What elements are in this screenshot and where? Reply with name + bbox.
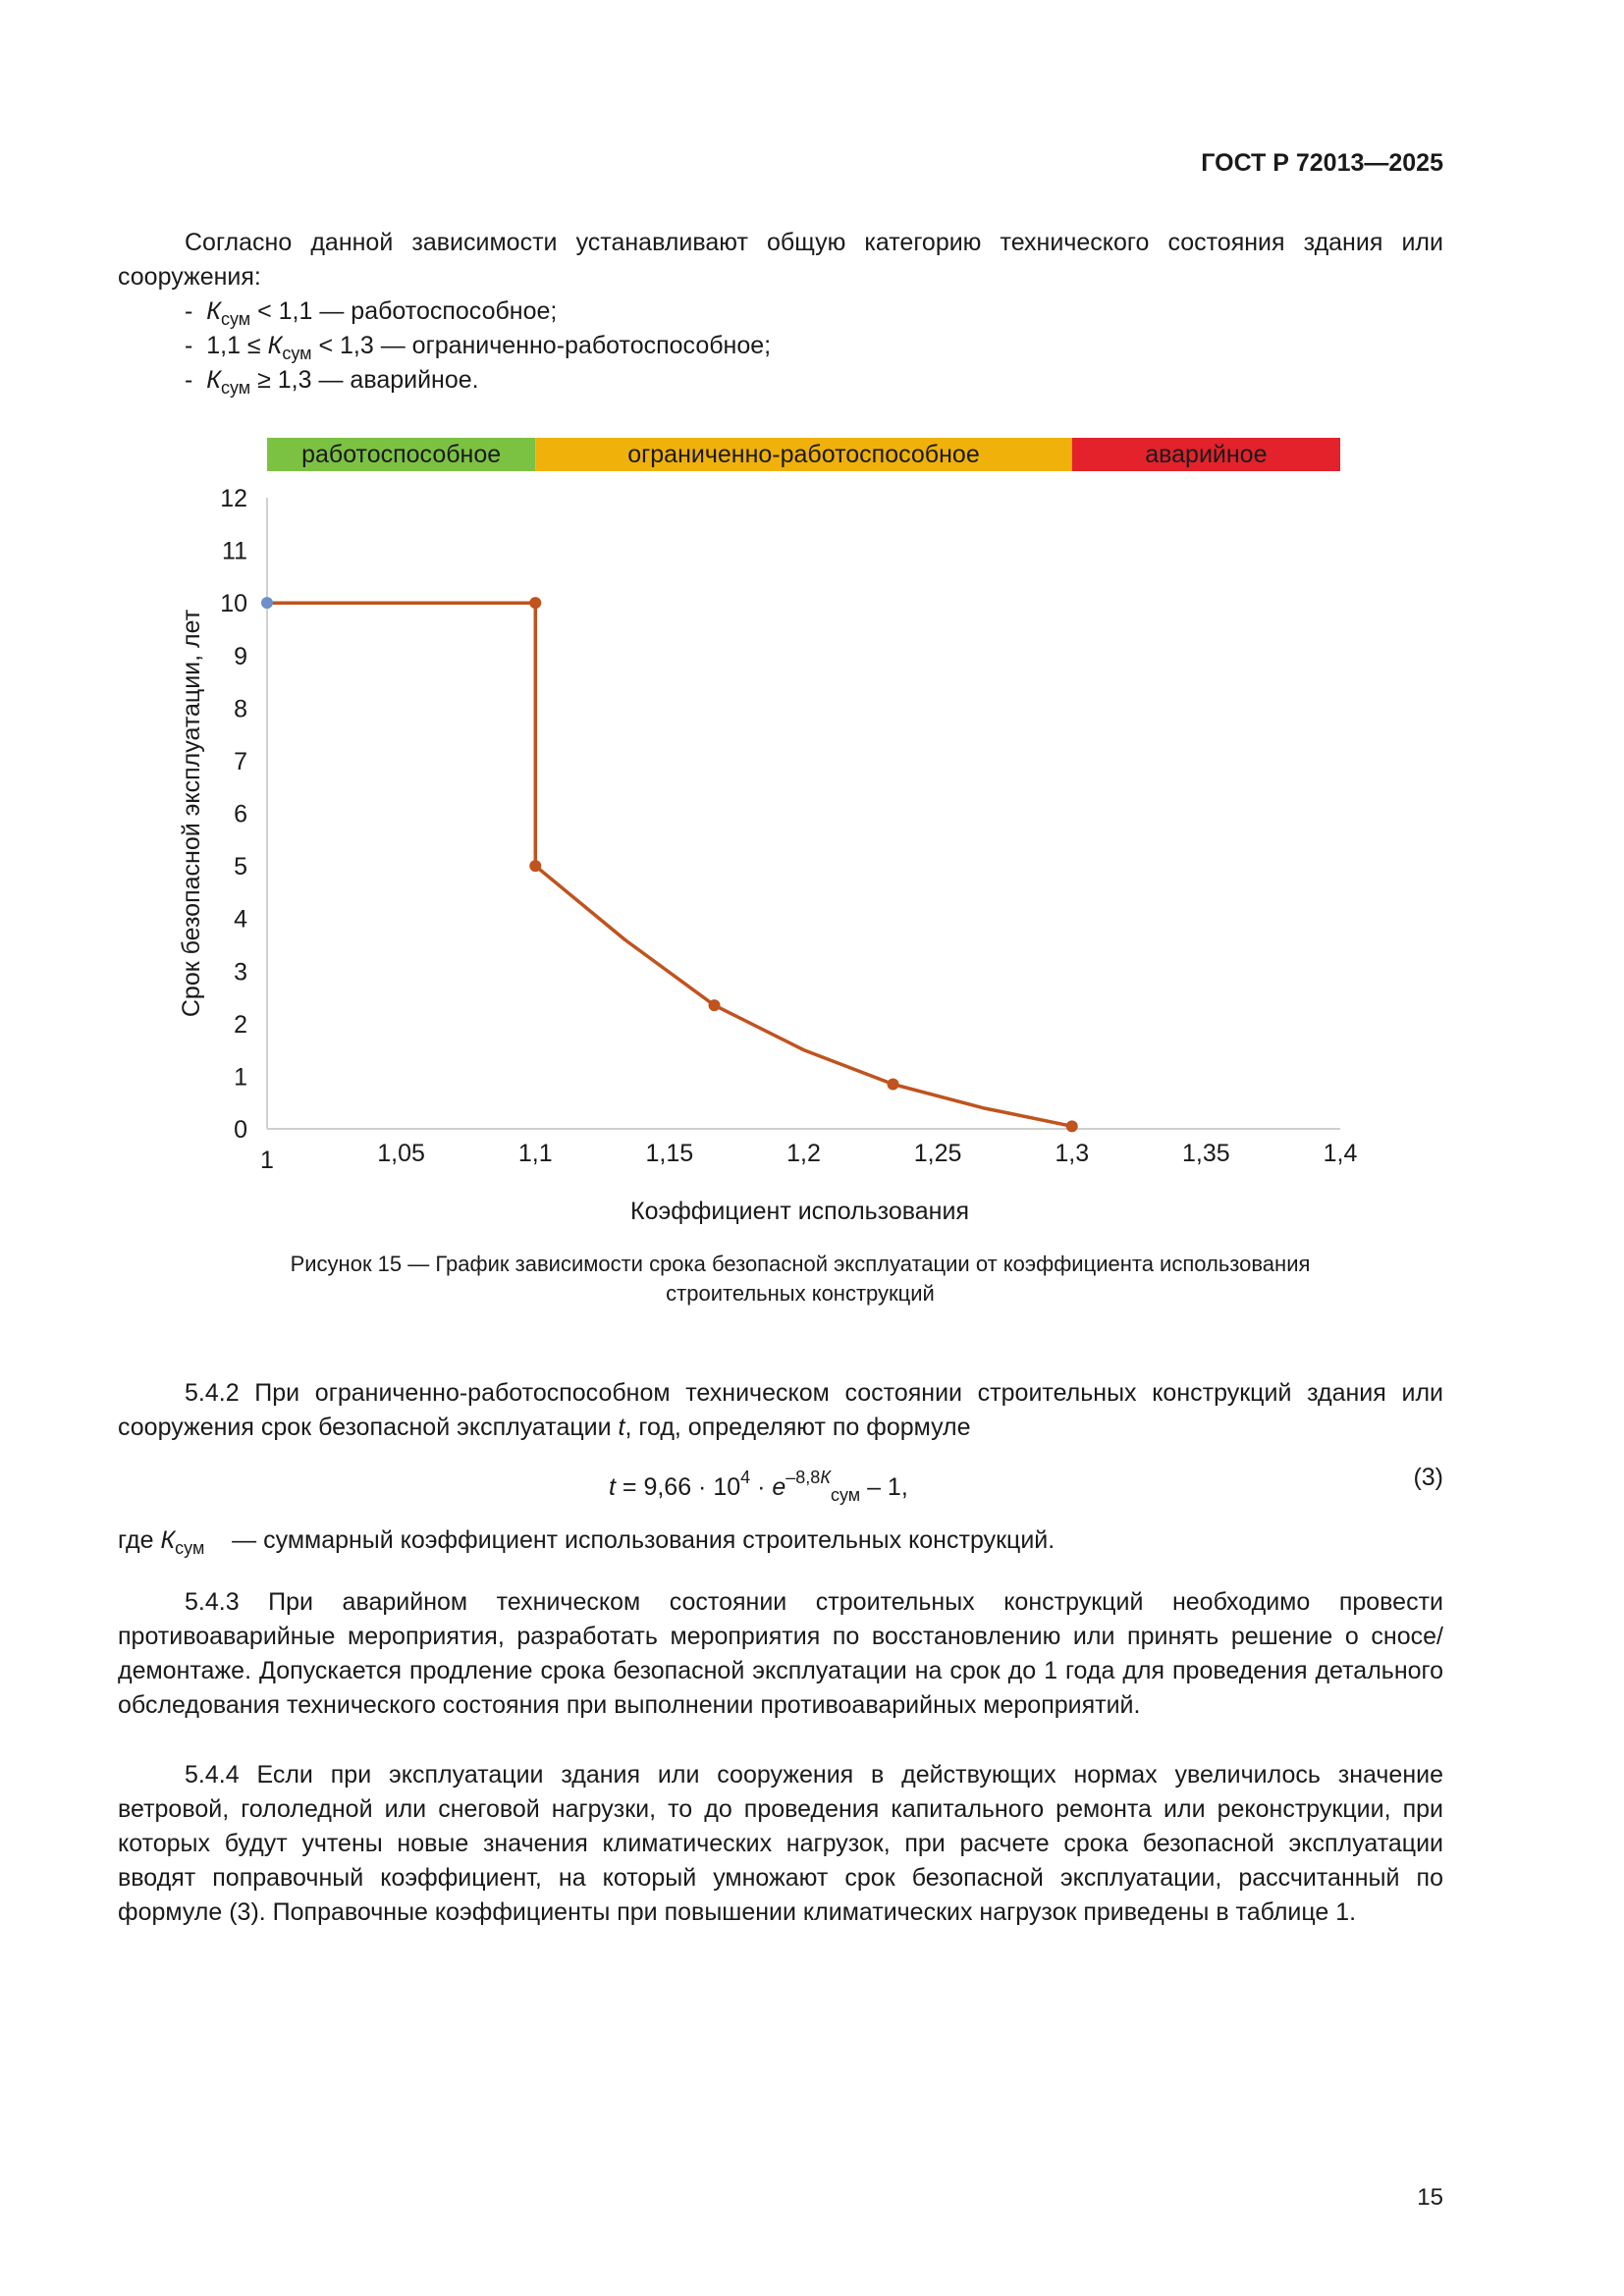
- service-life-chart: [167, 422, 1384, 1237]
- y-tick-label: 10: [220, 590, 247, 618]
- x-tick-label: 1,35: [1182, 1140, 1230, 1167]
- x-tick-label: 1,1: [517, 1140, 553, 1167]
- document-code: ГОСТ Р 72013—2025: [1201, 149, 1443, 177]
- y-tick-label: 0: [234, 1116, 247, 1144]
- intro-paragraph: Согласно данной зависимости устанавливают общую категорию технического состояния здания или сооружения:: [118, 229, 1443, 291]
- y-tick-label: 2: [234, 1010, 247, 1039]
- section-5-4-4: 5.4.4 Если при эксплуатации здания или сооружения в действующих нормах увеличилось значение ветровой, гололедной или снеговой нагрузки, то до проведения капитального ремонта или реконструкции, при которых будут учтены новые значения климатических нагрузок, при расчете срока безопасной эксплуатации вводят поправочный коэффициент, на который умножают срок безопасной эксплуатации, рассчитанный по формуле (3). Поправочные коэффициенты при повышении климатических нагрузок приведены в таблице 1.: [118, 1761, 1443, 1926]
- data-point: [261, 597, 273, 609]
- zone-label: работоспособное: [301, 441, 502, 468]
- caption-line-1: Рисунок 15 — График зависимости срока безопасной эксплуатации от коэффициента использования: [290, 1252, 1311, 1276]
- data-point: [709, 999, 721, 1011]
- section-5-4-2: 5.4.2 При ограниченно-работоспособном техническом состоянии строительных конструкций здания или сооружения срок безопасной эксплуатации t, год, определяют по формуле: [118, 1379, 1443, 1441]
- x-tick-label: 1,15: [645, 1140, 694, 1167]
- caption-line-2: строительных конструкций: [666, 1281, 935, 1306]
- list-item: - $К_{сум} < 1,1$ — работоспособное;: [185, 297, 558, 329]
- zone-label: аварийное: [1145, 441, 1268, 468]
- x-tick-label: 1,4: [1323, 1140, 1358, 1167]
- y-tick-label: 11: [222, 537, 247, 565]
- y-tick-label: 4: [234, 905, 247, 934]
- page-number: 15: [1417, 2184, 1443, 2211]
- x-tick-label: 1,3: [1055, 1140, 1090, 1167]
- data-point: [1066, 1120, 1078, 1132]
- y-tick-label: 5: [234, 853, 247, 881]
- x-axis-title: Коэффициент использования: [630, 1198, 969, 1225]
- formula: $t = 9,66 \cdot 10^4 \cdot e^{-8,8К}_{сум} - 1$,: [609, 1468, 908, 1505]
- y-tick-label: 3: [234, 958, 247, 987]
- zone-label: ограниченно-работоспособное: [627, 441, 980, 468]
- y-axis-title: Срок безопасной эксплуатации, лет: [178, 609, 205, 1018]
- list-item: - $К_{сум} \ge 1,3$ — аварийное.: [185, 366, 479, 398]
- data-point: [887, 1078, 898, 1090]
- data-point: [529, 860, 541, 872]
- x-tick-label: 1,25: [913, 1140, 962, 1167]
- y-tick-label: 7: [234, 747, 247, 775]
- figure-caption: [118, 1250, 1483, 1308]
- y-tick-label: 8: [234, 695, 247, 723]
- section-5-4-3: 5.4.3 При аварийном техническом состоянии строительных конструкций необходимо провести противоаварийные мероприятия, разработать мероприятия по восстановлению или принять решение о сносе/демонтаже. Допускается продление срока безопасной эксплуатации на срок до 1 года для проведения детального обследования технического состояния при выполнении противоаварийных мероприятий.: [118, 1588, 1443, 1719]
- x-tick-label: 1,05: [377, 1140, 425, 1167]
- x-tick-label: 1: [260, 1147, 274, 1174]
- y-tick-label: 6: [234, 800, 247, 828]
- y-tick-label: 1: [234, 1063, 247, 1092]
- y-tick-label: 12: [220, 485, 247, 512]
- y-tick-label: 9: [234, 642, 247, 670]
- data-point: [529, 597, 541, 609]
- list-item: - $1,1 \le К_{сум} < 1,3$ — ограниченно-работоспособное;: [185, 332, 772, 363]
- formula-number: (3): [1413, 1464, 1443, 1491]
- series-line: [267, 603, 1072, 1126]
- formula-legend: где $К_{сум}$ — суммарный коэффициент использования строительных конструкций.: [118, 1526, 1056, 1558]
- x-tick-label: 1,2: [786, 1140, 821, 1167]
